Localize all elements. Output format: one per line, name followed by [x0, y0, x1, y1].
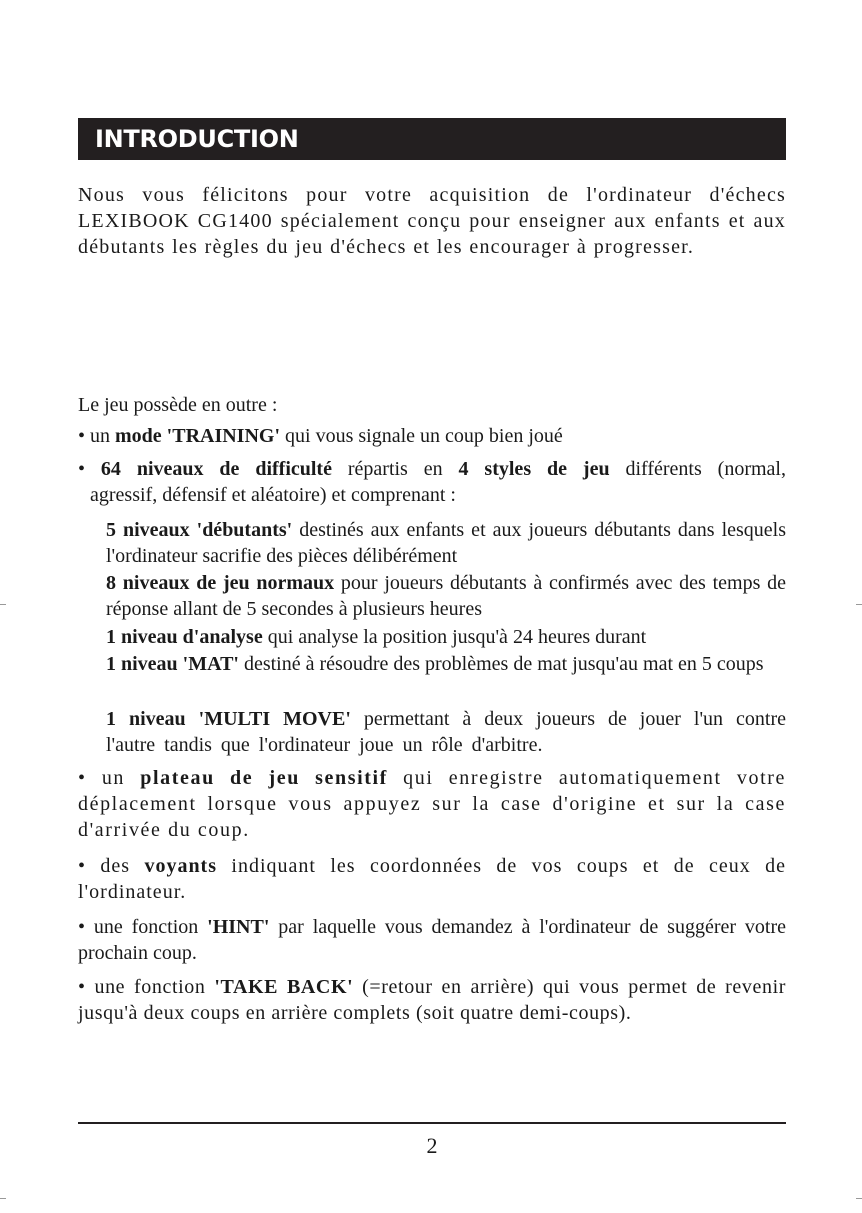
sub-item	[106, 624, 786, 650]
feature-training-prefix: • un	[78, 425, 116, 447]
feature-board-text: qui enregistre automatiquement votre déplacement lorsque vous appuyez sur la case d'origine et sur la case d'arrivée du coup.	[78, 767, 786, 841]
section-title: INTRODUCTION	[95, 125, 299, 153]
feature-training-bold: mode 'TRAINING'	[115, 425, 281, 447]
sub-item-bold: 5 niveaux 'débutants'	[106, 519, 293, 541]
feature-levels-bold2: 4 styles de jeu	[458, 458, 610, 480]
sub-item-bold: 8 niveaux de jeu normaux	[106, 572, 335, 594]
sub-item-text: qui analyse la position jusqu'à 24 heures durant	[262, 626, 647, 648]
crop-mark	[0, 604, 6, 605]
footer-divider	[78, 1122, 786, 1124]
feature-leds-prefix: • des	[78, 855, 145, 877]
feature-board	[78, 765, 786, 843]
feature-leds-text: indiquant les coordonnées de vos coups et de ceux de l'ordinateur.	[78, 855, 786, 903]
sub-item	[106, 651, 786, 677]
feature-hint-bold: 'HINT'	[207, 916, 270, 938]
crop-mark	[0, 1198, 6, 1199]
sub-item	[106, 517, 786, 569]
feature-levels-mid: répartis en	[331, 458, 459, 480]
feature-levels-line2: agressif, défensif et aléatoire) et comprenant :	[90, 484, 456, 506]
intro-paragraph: Nous vous félicitons pour votre acquisition de l'ordinateur d'échecs LEXIBOOK CG1400 spécialement conçu pour enseigner aux enfants et aux débutants les règles du jeu d'échecs et les encourager à progresser.	[78, 184, 786, 258]
feature-takeback	[78, 974, 786, 1026]
feature-hint-text: par laquelle vous demandez à l'ordinateur de suggérer votre prochain coup.	[78, 916, 786, 964]
feature-takeback-prefix: • une fonction	[78, 976, 215, 998]
feature-leds	[78, 853, 786, 905]
sub-item-text: pour joueurs débutants à confirmés avec des temps de réponse allant de 5 secondes à plusieurs heures	[106, 572, 786, 620]
feature-levels-line1	[78, 456, 786, 482]
feature-takeback-bold: 'TAKE BACK'	[214, 976, 354, 998]
section-header	[78, 118, 786, 160]
feature-levels-text: différents (normal,	[609, 458, 786, 480]
features-lead: Le jeu possède en outre :	[78, 394, 278, 416]
feature-board-prefix: • un	[78, 767, 141, 789]
sub-item-bold: 1 niveau 'MAT'	[106, 653, 239, 675]
feature-levels-bold1: 64 niveaux de difficulté	[100, 458, 332, 480]
page-number: 2	[426, 1133, 438, 1158]
sub-item	[106, 706, 786, 758]
sub-item	[106, 570, 786, 622]
feature-board-bold: plateau de jeu sensitif	[140, 767, 388, 789]
feature-leds-bold: voyants	[144, 855, 218, 877]
feature-takeback-text: (=retour en arrière) qui vous permet de revenir jusqu'à deux coups en arrière complets (soit quatre demi-coups).	[78, 976, 786, 1024]
sub-item-bold: 1 niveau d'analyse	[106, 626, 263, 648]
feature-hint-prefix: • une fonction	[78, 916, 208, 938]
sub-item-text: permettant à deux joueurs de jouer l'un contre l'autre tandis que l'ordinateur joue un rôle d'arbitre.	[106, 708, 786, 756]
feature-levels	[78, 456, 786, 508]
feature-training	[78, 423, 786, 449]
feature-levels-bullet: •	[78, 458, 101, 480]
feature-hint	[78, 914, 786, 966]
crop-mark	[856, 604, 862, 605]
crop-mark	[856, 1198, 862, 1199]
feature-training-text: qui vous signale un coup bien joué	[280, 425, 563, 447]
sub-item-text: destiné à résoudre des problèmes de mat jusqu'au mat en 5 coups	[238, 653, 764, 675]
sub-item-text: destinés aux enfants et aux joueurs débutants dans lesquels l'ordinateur sacrifie des pièces délibérément	[106, 519, 786, 567]
sub-item-bold: 1 niveau 'MULTI MOVE'	[106, 708, 351, 730]
